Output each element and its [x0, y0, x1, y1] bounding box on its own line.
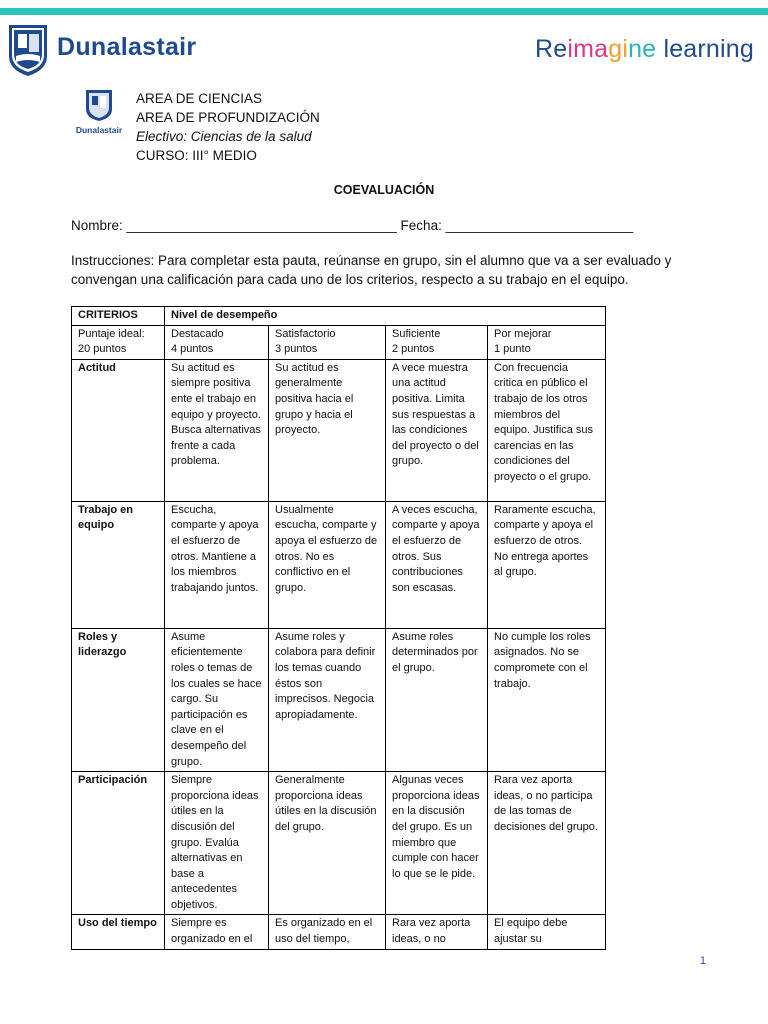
table-row — [72, 772, 606, 915]
area-line: AREA DE PROFUNDIZACIÓN — [136, 110, 320, 125]
curso-line: CURSO: III° MEDIO — [136, 148, 257, 163]
rubric-cell: Siempre proporciona ideas útiles en la discusión del grupo. Evalúa alternativas en base a antecedentes objetivos. — [165, 772, 269, 915]
nombre-fecha-line: Nombre: ____________________________________ Fecha: _________________________ — [71, 218, 634, 233]
brand-tagline — [535, 35, 754, 64]
rubric-cell: Asume eficientemente roles o temas de los cuales se hace cargo. Su participación es clave en el desempeño del grupo. — [165, 628, 269, 771]
rubric-cell: Raramente escucha, comparte y apoya el esfuerzo de otros. No entrega aportes al grupo. — [488, 501, 606, 628]
table-row — [72, 359, 606, 501]
rubric-cell: Siempre es organizado en el — [165, 915, 269, 949]
instructions: Instrucciones: Para completar esta pauta, reúnanse en grupo, sin el alumno que va a ser evaluado y convengan una calificación para cada uno de los criterios, respecto a su trabajo en el equipo. — [71, 253, 672, 287]
level-points: 2 puntos — [392, 343, 435, 356]
rubric-cell: Su actitud es generalmente positiva hacia el grupo y hacia el proyecto. — [269, 359, 386, 501]
level-cell — [269, 325, 386, 359]
tagline-part: Re — [534, 35, 568, 63]
rubric-cell: Algunas veces proporciona ideas en la discusión del grupo. Es un miembro que cumple con hacer lo que se le pide. — [386, 772, 488, 915]
school-crest-small-icon — [84, 88, 114, 122]
document-title: COEVALUACIÓN — [333, 183, 435, 197]
table-header-row — [72, 307, 606, 326]
rubric-table — [71, 306, 606, 950]
criterio-cell: Trabajo en equipo — [72, 501, 165, 628]
rubric-cell: Asume roles y colabora para definir los temas cuando éstos son imprecisos. Negocia apropiadamente. — [269, 628, 386, 771]
rubric-cell: Generalmente proporciona ideas útiles en la discusión del grupo. — [269, 772, 386, 915]
level-points: 3 puntos — [275, 343, 318, 356]
table-row — [72, 915, 606, 949]
rubric-cell: A veces escucha, comparte y apoya el esfuerzo de otros. Sus contribuciones son escasas. — [386, 501, 488, 628]
level-points: 1 punto — [494, 343, 531, 356]
document-logo — [74, 88, 124, 144]
tagline-part: gi — [608, 35, 629, 63]
rubric-cell: Su actitud es siempre positiva ente el trabajo en equipo y proyecto. Busca alternativas frente a cada problema. — [165, 359, 269, 501]
rubric-cell: Es organizado en el uso del tiempo, — [269, 915, 386, 949]
tagline-part: learning — [656, 35, 754, 63]
level-cell — [165, 325, 269, 359]
level-cell — [488, 325, 606, 359]
table-row — [72, 501, 606, 628]
page-number: 1 — [699, 955, 706, 967]
rubric-cell: Rara vez aporta ideas, o no — [386, 915, 488, 949]
top-accent-bar — [0, 8, 768, 15]
nivel-header: Nivel de desempeño — [165, 307, 606, 326]
level-name: Suficiente — [392, 327, 441, 340]
rubric-cell: Con frecuencia critica en público el trabajo de los otros miembros del equipo. Justifica sus carencias en las condiciones del proyecto o el grupo. — [488, 359, 606, 501]
rubric-cell: Escucha, comparte y apoya el esfuerzo de otros. Mantiene a los miembros trabajando juntos. — [165, 501, 269, 628]
level-name: Satisfactorio — [275, 327, 336, 340]
table-row — [72, 628, 606, 771]
criterio-cell: Uso del tiempo — [72, 915, 165, 949]
tagline-part: ne — [628, 35, 657, 63]
school-crest-icon — [6, 22, 50, 78]
rubric-cell: Asume roles determinados por el grupo. — [386, 628, 488, 771]
brand-name: Dunalastair — [57, 33, 197, 61]
electivo-line: Electivo: Ciencias de la salud — [136, 129, 312, 144]
rubric-cell: Usualmente escucha, comparte y apoya el esfuerzo de otros. No es conflictivo en el grupo. — [269, 501, 386, 628]
rubric-cell: El equipo debe ajustar su — [488, 915, 606, 949]
level-name: Destacado — [171, 327, 224, 340]
criterio-cell: Participación — [72, 772, 165, 915]
criterios-header: CRITERIOS — [72, 307, 165, 326]
rubric-cell: A vece muestra una actitud positiva. Limita sus respuestas a las condiciones del proyecto o del grupo. — [386, 359, 488, 501]
document-header — [136, 89, 320, 165]
rubric-cell: Rara vez aporta ideas, o no participa de las tomas de decisiones del grupo. — [488, 772, 606, 915]
levels-row — [72, 325, 606, 359]
criterio-cell: Roles y liderazgo — [72, 628, 165, 771]
puntaje-ideal: Puntaje ideal: 20 puntos — [72, 325, 165, 359]
level-cell — [386, 325, 488, 359]
document-logo-text: Dunalastair — [75, 125, 123, 135]
area-line: AREA DE CIENCIAS — [136, 91, 263, 106]
criterio-cell: Actitud — [72, 359, 165, 501]
rubric-cell: No cumple los roles asignados. No se compromete con el trabajo. — [488, 628, 606, 771]
level-points: 4 puntos — [171, 343, 214, 356]
tagline-part: ima — [567, 35, 609, 63]
level-name: Por mejorar — [494, 327, 552, 340]
